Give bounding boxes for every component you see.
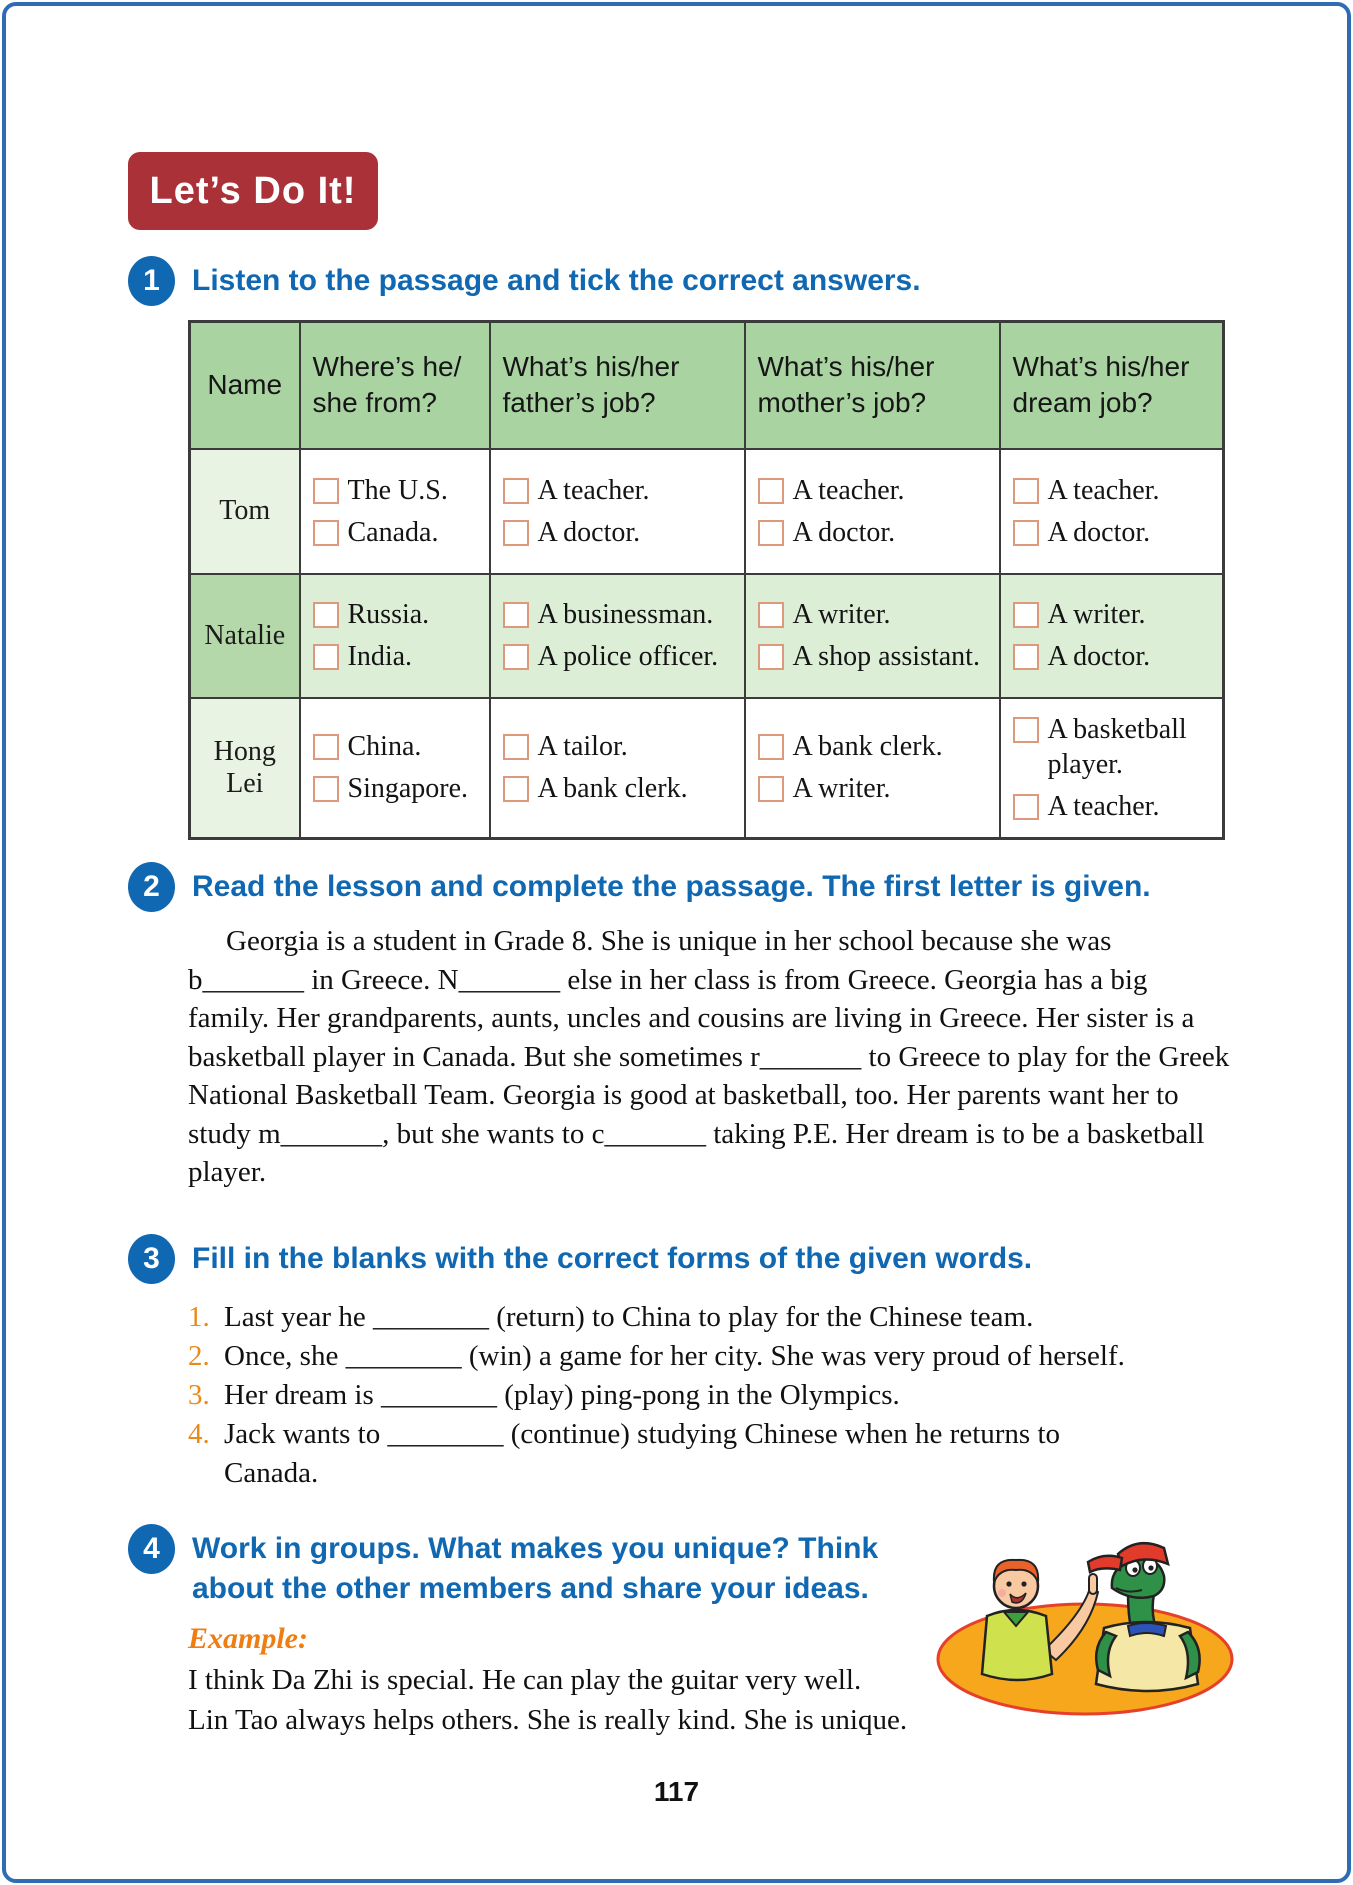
answer-option xyxy=(313,639,485,674)
answer-option xyxy=(1013,789,1219,824)
checkbox[interactable] xyxy=(758,602,784,628)
section-3-header xyxy=(128,1234,1032,1284)
table-row xyxy=(190,574,1224,698)
answer-option xyxy=(1013,712,1219,782)
item-text-line: Canada. xyxy=(224,1457,319,1489)
checkbox[interactable] xyxy=(1013,717,1039,743)
option-label: Russia. xyxy=(347,599,430,630)
option-label: A tailor. xyxy=(537,731,628,762)
column-header: What’s his/her father’s job? xyxy=(490,322,745,449)
section-number-badge: 1 xyxy=(128,256,175,306)
option-label: A writer. xyxy=(792,773,891,804)
checkbox[interactable] xyxy=(758,644,784,670)
answer-option xyxy=(1013,597,1219,632)
student-name: Hong Lei xyxy=(190,698,300,839)
option-label: A teacher. xyxy=(792,474,905,506)
checkbox[interactable] xyxy=(313,734,339,760)
listening-answers-table xyxy=(188,320,1225,840)
list-item xyxy=(188,1337,1223,1376)
answer-option xyxy=(1013,473,1219,508)
cloze-passage: Georgia is a student in Grade 8. She is unique in her school because she was b_______ in Greece. N_______ else in her class is from Greece. Georgia has a big family. Her grandparents, aunts, uncles and cousins are living in Greece. Her sister is a basketball player in Canada. But she sometimes r_______ to Greece to play for the Greek National Basketball Team. Georgia is good at basketball, too. Her parents want her to study m_______, but she wants to c_______ taking P.E. Her dream is to be a basketball player. xyxy=(188,925,1230,1188)
option-label: A businessman. xyxy=(537,599,714,630)
answer-option xyxy=(758,515,995,550)
answer-option xyxy=(313,597,485,632)
checkbox[interactable] xyxy=(313,776,339,802)
section-4-header xyxy=(128,1524,907,1609)
checkbox[interactable] xyxy=(1013,520,1039,546)
answer-option xyxy=(1013,639,1219,674)
example-line: I think Da Zhi is special. He can play the guitar very well. xyxy=(188,1664,862,1696)
checkbox[interactable] xyxy=(313,520,339,546)
section-number-badge: 3 xyxy=(128,1234,175,1284)
item-number: 3. xyxy=(188,1379,210,1411)
checkbox[interactable] xyxy=(758,478,784,504)
table-row xyxy=(190,449,1224,574)
checkbox[interactable] xyxy=(503,478,529,504)
option-label: A police officer. xyxy=(537,641,719,672)
student-name: Natalie xyxy=(190,574,300,698)
answer-option xyxy=(313,515,485,550)
answer-option xyxy=(758,639,995,674)
item-number: 1. xyxy=(188,1301,210,1333)
checkbox[interactable] xyxy=(313,602,339,628)
option-label: A bank clerk. xyxy=(792,731,943,762)
checkbox[interactable] xyxy=(503,602,529,628)
column-header: Name xyxy=(190,322,300,449)
checkbox[interactable] xyxy=(503,644,529,670)
section-number-badge: 4 xyxy=(128,1524,175,1574)
answer-option xyxy=(313,729,485,764)
list-item xyxy=(188,1298,1223,1337)
list-item xyxy=(188,1415,1223,1493)
example-text xyxy=(188,1660,1048,1740)
students-talking-illustration xyxy=(932,1532,1238,1724)
section-title: Fill in the blanks with the correct forms of the given words. xyxy=(192,1242,1033,1275)
answer-option xyxy=(503,729,740,764)
answer-option xyxy=(503,639,740,674)
option-label: A basketball player. xyxy=(1047,713,1187,780)
checkbox[interactable] xyxy=(1013,644,1039,670)
answer-option xyxy=(503,597,740,632)
answer-option xyxy=(758,771,995,806)
option-label: India. xyxy=(347,641,413,672)
option-label: A teacher. xyxy=(1047,474,1160,506)
option-label: A teacher. xyxy=(537,474,650,506)
option-label: Canada. xyxy=(347,516,439,548)
example-label: Example: xyxy=(188,1622,308,1655)
section-1-header xyxy=(128,256,921,306)
answer-option xyxy=(1013,515,1219,550)
answer-option xyxy=(758,597,995,632)
section-2-header xyxy=(128,862,1151,912)
option-label: A shop assistant. xyxy=(792,641,980,672)
option-label: A doctor. xyxy=(1047,641,1151,672)
item-number: 4. xyxy=(188,1418,210,1450)
checkbox[interactable] xyxy=(313,644,339,670)
checkbox[interactable] xyxy=(758,734,784,760)
section-title: Work in groups. What makes you unique? Think about the other members and share your ideas. xyxy=(192,1532,879,1605)
page-number: 117 xyxy=(653,1776,700,1807)
section-title: Listen to the passage and tick the correct answers. xyxy=(192,264,921,297)
lets-do-it-banner: Let’s Do It! xyxy=(128,152,378,230)
option-label: A doctor. xyxy=(537,516,641,548)
table-header-row xyxy=(190,322,1224,449)
section-number-badge: 2 xyxy=(128,862,175,912)
option-label: A teacher. xyxy=(1047,790,1160,822)
checkbox[interactable] xyxy=(503,734,529,760)
table-row xyxy=(190,698,1224,839)
item-number: 2. xyxy=(188,1340,210,1372)
checkbox[interactable] xyxy=(1013,602,1039,628)
option-label: A bank clerk. xyxy=(537,773,688,804)
section-title: Read the lesson and complete the passage. The first letter is given. xyxy=(192,870,1151,903)
checkbox[interactable] xyxy=(1013,478,1039,504)
item-text: Her dream is ________ (play) ping-pong in the Olympics. xyxy=(224,1379,900,1411)
checkbox[interactable] xyxy=(503,776,529,802)
checkbox[interactable] xyxy=(758,776,784,802)
student-name: Tom xyxy=(190,449,300,574)
option-label: A writer. xyxy=(1047,599,1146,630)
fill-blanks-list xyxy=(188,1298,1223,1493)
checkbox[interactable] xyxy=(758,520,784,546)
column-header: Where’s he/ she from? xyxy=(300,322,490,449)
option-label: A writer. xyxy=(792,599,891,630)
item-text: Once, she ________ (win) a game for her city. She was very proud of herself. xyxy=(224,1340,1125,1372)
item-text xyxy=(224,1415,1060,1493)
example-line: Lin Tao always helps others. She is really kind. She is unique. xyxy=(188,1704,908,1736)
checkbox[interactable] xyxy=(313,478,339,504)
answer-option xyxy=(503,515,740,550)
answer-option xyxy=(758,729,995,764)
item-text-line: Jack wants to ________ (continue) studying Chinese when he returns to xyxy=(224,1418,1061,1450)
list-item xyxy=(188,1376,1223,1415)
option-label: China. xyxy=(347,731,422,762)
item-text: Last year he ________ (return) to China to play for the Chinese team. xyxy=(224,1301,1034,1333)
answer-option xyxy=(758,473,995,508)
column-header: What’s his/her dream job? xyxy=(1000,322,1224,449)
answer-option xyxy=(313,771,485,806)
answer-option xyxy=(503,473,740,508)
checkbox[interactable] xyxy=(1013,794,1039,820)
checkbox[interactable] xyxy=(503,520,529,546)
option-label: The U.S. xyxy=(347,474,448,506)
answer-option xyxy=(503,771,740,806)
option-label: Singapore. xyxy=(347,773,469,804)
option-label: A doctor. xyxy=(792,516,896,548)
option-label: A doctor. xyxy=(1047,516,1151,548)
column-header: What’s his/her mother’s job? xyxy=(745,322,1000,449)
answer-option xyxy=(313,473,485,508)
